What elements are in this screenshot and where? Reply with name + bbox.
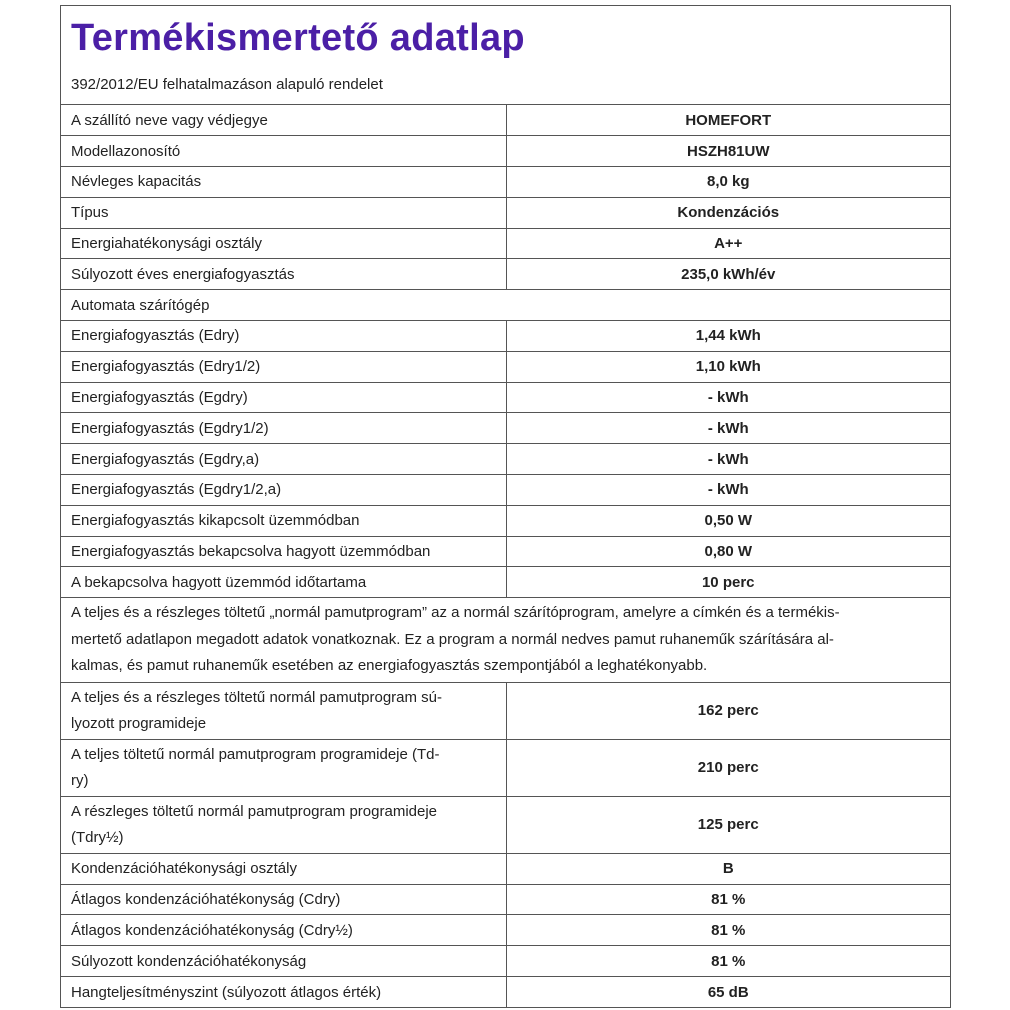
table-row	[61, 228, 950, 259]
table-row	[61, 167, 950, 198]
row-value: 81 %	[506, 884, 950, 915]
table-row	[61, 444, 950, 475]
table-row	[61, 536, 950, 567]
row-label: Energiahatékonysági osztály	[61, 228, 506, 259]
row-label: Súlyozott éves energiafogyasztás	[61, 259, 506, 290]
row-value: B	[506, 853, 950, 884]
table-row	[61, 105, 950, 136]
row-value: 81 %	[506, 915, 950, 946]
row-label-line: A teljes és a részleges töltetű normál pamutprogram sú-	[71, 688, 443, 706]
row-label: A szállító neve vagy védjegye	[61, 105, 506, 136]
row-value: 1,10 kWh	[506, 351, 950, 382]
table-row	[61, 796, 950, 853]
table-row	[61, 197, 950, 228]
row-value: HOMEFORT	[685, 111, 772, 129]
row-label: Energiafogyasztás bekapcsolva hagyott üzemmódban	[61, 536, 506, 567]
section-title: Automata szárítógép	[61, 290, 950, 321]
table-row	[61, 259, 950, 290]
note-row	[61, 598, 950, 683]
row-label	[61, 739, 506, 796]
row-value: 10 perc	[506, 567, 950, 598]
row-value: 210 perc	[506, 739, 950, 796]
row-value: 65 dB	[506, 976, 950, 1007]
table-row	[61, 884, 950, 915]
row-label: Modellazonosító	[61, 136, 506, 167]
row-label: Energiafogyasztás (Egdry1/2,a)	[61, 475, 506, 506]
row-label-line: (Tdry½)	[71, 828, 124, 846]
table-row	[61, 976, 950, 1007]
table-row	[61, 351, 950, 382]
row-label: Súlyozott kondenzációhatékonyság	[61, 946, 506, 977]
row-value: 162 perc	[506, 682, 950, 739]
table-row	[61, 853, 950, 884]
row-label: Átlagos kondenzációhatékonyság (Cdry½)	[61, 915, 506, 946]
row-value: Kondenzációs	[506, 197, 950, 228]
row-label: A bekapcsolva hagyott üzemmód időtartama	[61, 567, 506, 598]
cotton-program-note	[61, 598, 950, 683]
row-value: 0,50 W	[506, 505, 950, 536]
row-label	[61, 796, 506, 853]
product-fiche	[60, 5, 951, 1008]
row-label	[61, 682, 506, 739]
row-label: Energiafogyasztás (Egdry)	[61, 382, 506, 413]
row-label-line: A részleges töltetű normál pamutprogram programideje	[71, 802, 438, 820]
row-label: Energiafogyasztás (Edry1/2)	[61, 351, 506, 382]
table-row	[61, 475, 950, 506]
row-label: Átlagos kondenzációhatékonyság (Cdry)	[61, 884, 506, 915]
table-row	[61, 136, 950, 167]
row-label: Kondenzációhatékonysági osztály	[61, 853, 506, 884]
table-row	[61, 946, 950, 977]
row-value: - kWh	[506, 382, 950, 413]
table-row	[61, 567, 950, 598]
row-value: - kWh	[506, 444, 950, 475]
note-line: A teljes és a részleges töltetű „normál pamutprogram” az a normál szárítóprogram, amelyre a címkén és a termékis-	[71, 604, 840, 622]
row-label: Energiafogyasztás kikapcsolt üzemmódban	[61, 505, 506, 536]
row-label: Hangteljesítményszint (súlyozott átlagos érték)	[61, 976, 506, 1007]
row-value: 8,0 kg	[506, 167, 950, 198]
row-label: Energiafogyasztás (Egdry1/2)	[61, 413, 506, 444]
table-row	[61, 682, 950, 739]
regulation-subtitle: 392/2012/EU felhatalmazáson alapuló rendelet	[71, 76, 383, 93]
row-value: 125 perc	[506, 796, 950, 853]
row-label-line: lyozott programideje	[71, 714, 207, 732]
row-label: Névleges kapacitás	[61, 167, 506, 198]
row-label: Energiafogyasztás (Egdry,a)	[61, 444, 506, 475]
spec-table	[61, 105, 950, 1007]
row-label: Típus	[61, 197, 506, 228]
table-row	[61, 321, 950, 352]
row-value: 81 %	[506, 946, 950, 977]
row-label-line: A teljes töltetű normál pamutprogram programideje (Td-	[71, 745, 440, 763]
page-title: Termékismertető adatlap	[71, 17, 525, 59]
table-row	[61, 739, 950, 796]
row-label-line: ry)	[71, 771, 89, 789]
note-line: kalmas, és pamut ruhaneműk esetében az energiafogyasztás szempontjából a leghatékonyabb.	[71, 657, 708, 675]
table-row	[61, 915, 950, 946]
row-value: 0,80 W	[506, 536, 950, 567]
row-value: 235,0 kWh/év	[506, 259, 950, 290]
row-value: A++	[506, 228, 950, 259]
row-value: 1,44 kWh	[506, 321, 950, 352]
table-row	[61, 505, 950, 536]
fiche-header	[61, 6, 950, 105]
note-line: mertető adatlapon megadott adatok vonatkoznak. Ez a program a normál nedves pamut ruhaneműk szárítására al-	[71, 630, 834, 648]
row-value: - kWh	[506, 475, 950, 506]
row-label: Energiafogyasztás (Edry)	[61, 321, 506, 352]
table-row	[61, 413, 950, 444]
section-row	[61, 290, 950, 321]
row-value: - kWh	[506, 413, 950, 444]
table-row	[61, 382, 950, 413]
row-value: HSZH81UW	[506, 136, 950, 167]
